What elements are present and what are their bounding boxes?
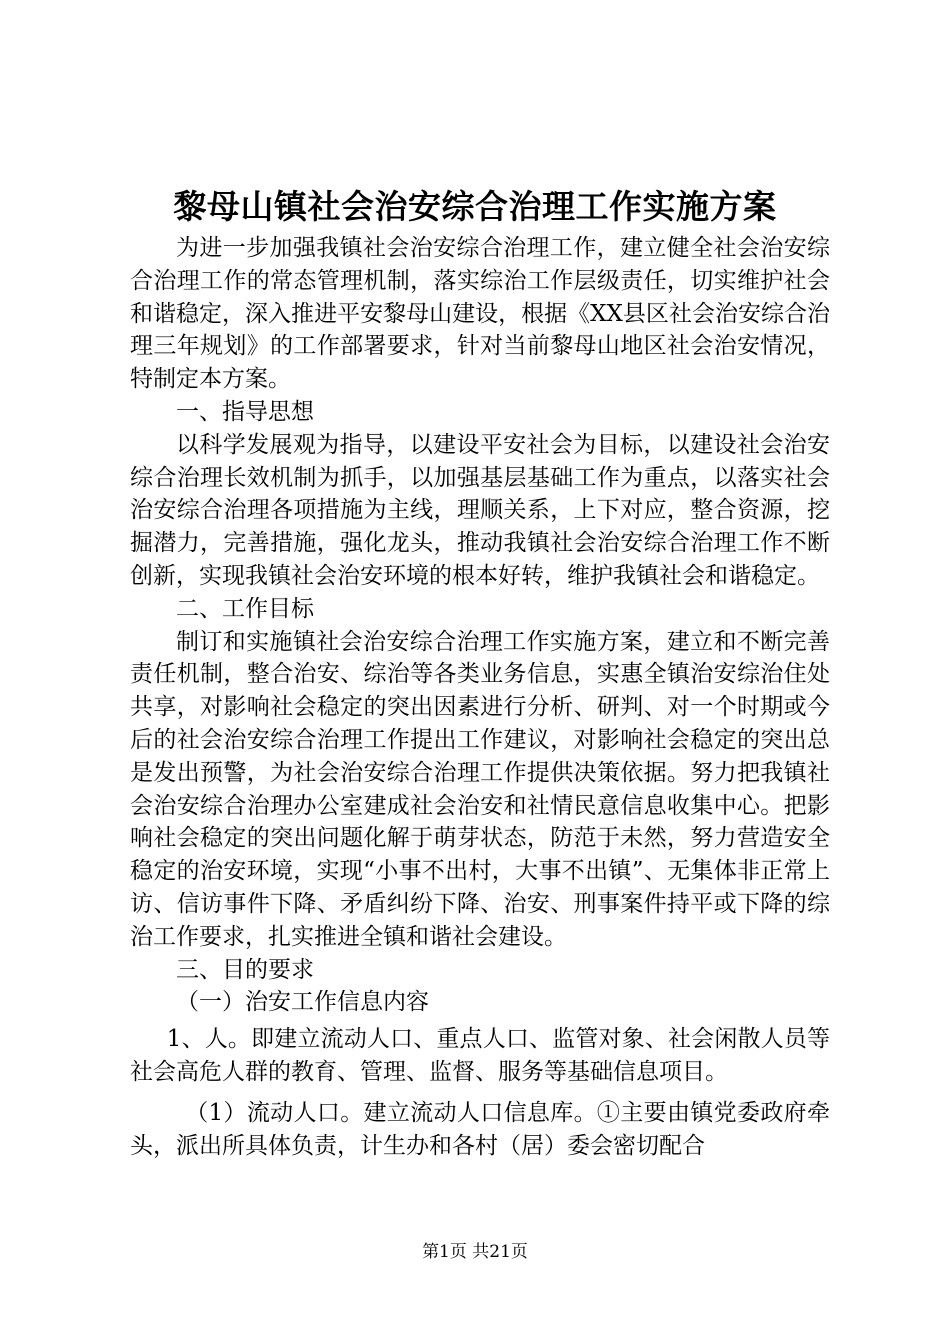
page-number: 第1页 共21页 [422,1242,528,1262]
intro-paragraph: 为进一步加强我镇社会治安综合治理工作，建立健全社会治安综合治理工作的常态管理机制，落实综治工作层级责任，切实维护社会和谐稳定，深入推进平安黎母山建设，根据《XX县区社会治安综合治理三年规划》的工作部署要求，针对当前黎母山地区社会治安情况，特制定本方案。 [130,235,830,393]
subsection-heading-info-content: （一）治安工作信息内容 [176,989,429,1016]
section-paragraph-guiding-ideology: 以科学发展观为指导，以建设平安社会为目标，以建设社会治安综合治理长效机制为抓手，以加强基层基础工作为重点，以落实社会治安综合治理各项措施为主线，理顺关系，上下对应，整合资源，挖掘潜力，完善措施，强化龙头，推动我镇社会治安综合治理工作不断创新，实现我镇社会治安环境的根本好转，维护我镇社会和谐稳定。 [130,431,830,589]
section-heading-guiding-ideology: 一、指导思想 [176,398,314,425]
list-item-people: 1、人。即建立流动人口、重点人口、监管对象、社会闲散人员等社会高危人群的教育、管理、监督、服务等基础信息项目。 [130,1026,830,1085]
document-body [130,232,830,1162]
section-heading-work-goals: 二、工作目标 [176,595,314,622]
list-item-floating-population: （1）流动人口。建立流动人口信息库。①主要由镇党委政府牵头，派出所具体负责，计生办和各村（居）委会密切配合 [130,1099,830,1159]
document-title: 黎母山镇社会治安综合治理工作实施方案 [173,187,777,226]
section-heading-objectives: 三、目的要求 [176,956,314,983]
section-paragraph-work-goals: 制订和实施镇社会治安综合治理工作实施方案，建立和不断完善责任机制，整合治安、综治等各类业务信息，实惠全镇治安综治住处共享，对影响社会稳定的突出因素进行分析、研判、对一个时期或今后的社会治安综合治理工作提出工作建议，对影响社会稳定的突出总是发出预警，为社会治安综合治理工作提供决策依据。努力把我镇社会治安综合治理办公室建成社会治安和社情民意信息收集中心。把影响社会稳定的突出问题化解于萌芽状态，防范于未然，努力营造安全稳定的治安环境，实现“小事不出村，大事不出镇”、无集体非正常上访、信访事件下降、矛盾纠纷下降、治安、刑事案件持平或下降的综治工作要求，扎实推进全镇和谐社会建设。 [130,628,830,950]
